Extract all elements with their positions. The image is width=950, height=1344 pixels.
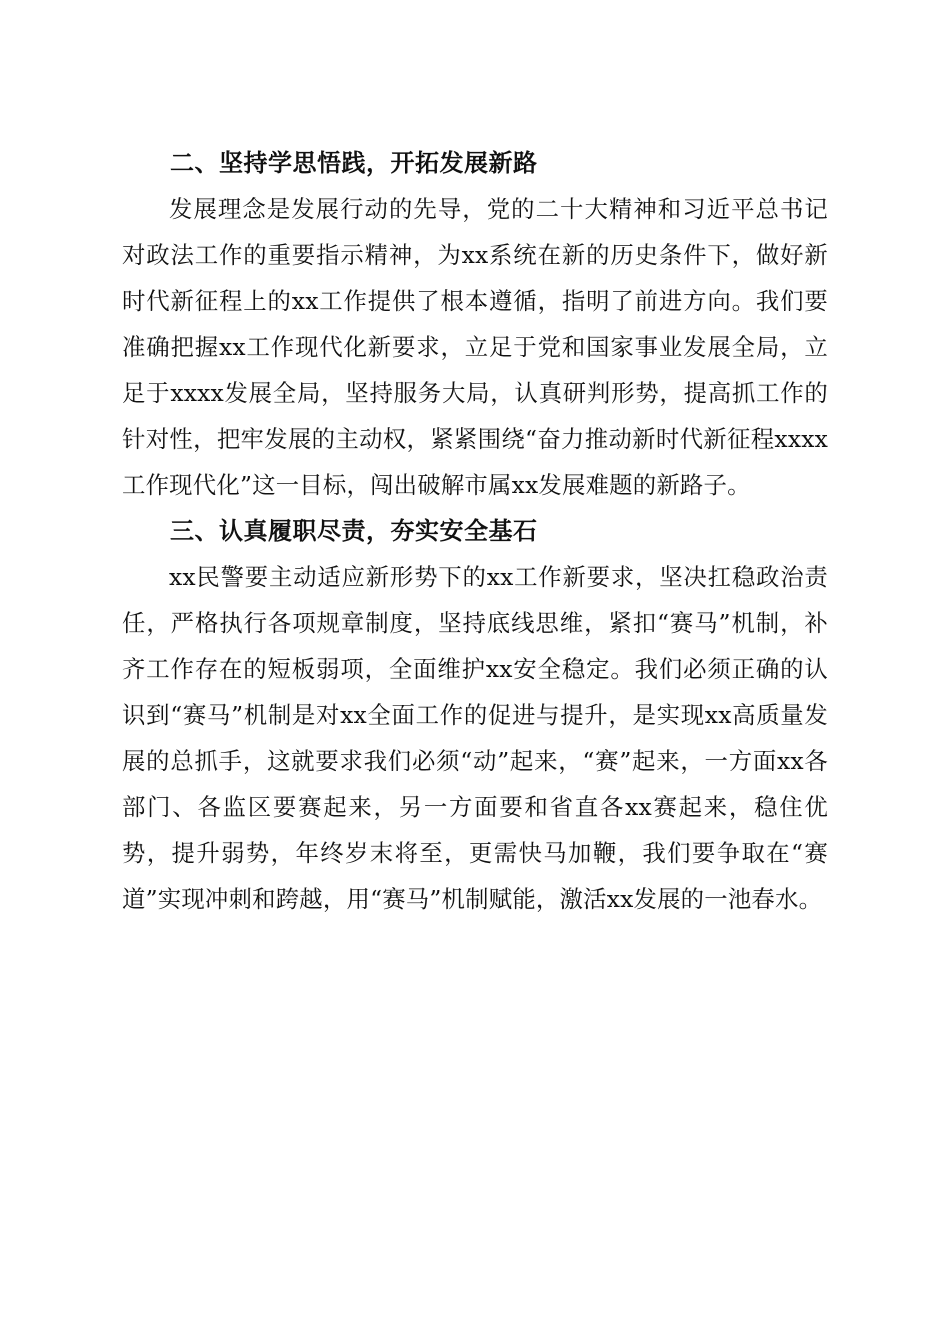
section-two — [122, 140, 828, 508]
section-two-paragraph: 发展理念是发展行动的先导，党的二十大精神和习近平总书记对政法工作的重要指示精神，为xx系统在新的历史条件下，做好新时代新征程上的xx工作提供了根本遵循，指明了前进方向。我们要准确把握xx工作现代化新要求，立足于党和国家事业发展全局，立足于xxxx发展全局，坚持服务大局，认真研判形势，提高抓工作的针对性，把牢发展的主动权，紧紧围绕“奋力推动新时代新征程xxxx工作现代化”这一目标，闯出破解市属xx发展难题的新路子。 — [122, 195, 828, 499]
section-three-paragraph: xx民警要主动适应新形势下的xx工作新要求，坚决扛稳政治责任，严格执行各项规章制度，坚持底线思维，紧扣“赛马”机制，补齐工作存在的短板弱项，全面维护xx安全稳定。我们必须正确的认识到“赛马”机制是对xx全面工作的促进与提升，是实现xx高质量发展的总抓手，这就要求我们必须“动”起来，“赛”起来，一方面xx各部门、各监区要赛起来，另一方面要和省直各xx赛起来，稳住优势，提升弱势，年终岁末将至，更需快马加鞭，我们要争取在“赛道”实现冲刺和跨越，用“赛马”机制赋能，激活xx发展的一池春水。 — [122, 563, 828, 913]
document-page — [122, 140, 828, 922]
section-two-heading: 二、坚持学思悟践，开拓发展新路 — [170, 149, 538, 177]
section-three-heading: 三、认真履职尽责，夯实安全基石 — [170, 517, 538, 545]
section-three — [122, 508, 828, 922]
